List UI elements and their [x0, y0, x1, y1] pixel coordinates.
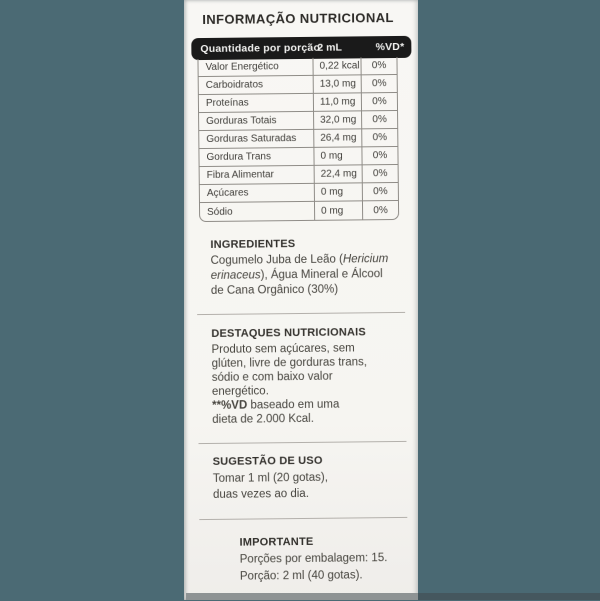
box-panel-right: [418, 0, 600, 600]
text-line: erinaceus), Água Mineral e Álcool: [210, 268, 383, 282]
nutrient-name: Fibra Alimentar: [206, 169, 274, 181]
text-line: Porções por embalagem: 15.: [239, 552, 388, 566]
section-heading: DESTAQUES NUTRICIONAIS: [211, 326, 366, 340]
section-body: [240, 550, 438, 585]
nutrient-name: Sódio: [207, 206, 233, 218]
nutrient-vd: 0%: [361, 129, 397, 146]
nutrient-name: Carboidratos: [205, 79, 264, 91]
header-quantity-label: Quantidade por porção: [200, 41, 321, 56]
nutrient-amount: 13,0 mg: [313, 75, 361, 93]
text-line: energético.: [211, 385, 269, 398]
table-row: [199, 147, 397, 167]
section-body: [213, 469, 411, 503]
nutrient-vd: 0%: [362, 201, 398, 219]
nutrient-name: Valor Energético: [205, 61, 279, 73]
nutrition-label-panel: [184, 0, 418, 600]
text-line: Tomar 1 ml (20 gotas),: [212, 471, 328, 485]
divider: [197, 312, 405, 315]
nutrient-amount: 26,4 mg: [313, 129, 361, 147]
divider: [199, 517, 407, 520]
label-bottom-shadow: [186, 593, 418, 600]
nutrient-vd: 0%: [362, 183, 398, 200]
text-line: Produto sem açúcares, sem: [211, 342, 355, 356]
table-row: [200, 165, 398, 185]
table-row: [199, 75, 397, 95]
text-line: Cogumelo Juba de Leão (Hericium: [210, 253, 389, 267]
box-panel-left: [0, 0, 184, 600]
label-content: [181, 0, 421, 601]
section-nutrition-highlights: [211, 326, 410, 427]
nutrient-amount: 0 mg: [313, 147, 361, 165]
nutrient-amount: 22,4 mg: [314, 165, 362, 183]
nutrient-vd: 0%: [361, 75, 397, 92]
nutrient-amount: 0,22 kcal: [312, 57, 360, 75]
nutrition-table: [197, 57, 399, 222]
nutrient-amount: 32,0 mg: [313, 111, 361, 129]
nutrient-vd: 0%: [360, 57, 396, 74]
divider: [198, 441, 406, 444]
nutrient-name: Proteínas: [205, 97, 249, 109]
table-row: [200, 183, 398, 203]
text-line: duas vezes ao dia.: [212, 487, 310, 501]
text-line: Porção: 2 ml (40 gotas).: [239, 568, 363, 583]
section-heading: IMPORTANTE: [239, 535, 314, 549]
header-vd-label: %VD*: [375, 40, 405, 54]
text-line: sódio e com baixo valor: [211, 370, 333, 384]
nutrient-amount: 0 mg: [314, 201, 362, 220]
text-line: de Cana Orgânico (30%): [210, 283, 339, 297]
table-row: [198, 57, 396, 77]
header-portion-label: 2 mL: [317, 41, 342, 54]
text-line: dieta de 2.000 Kcal.: [212, 412, 314, 426]
nutrient-amount: 11,0 mg: [313, 93, 361, 111]
section-ingredients: [210, 237, 409, 299]
nutrient-amount: 0 mg: [314, 183, 362, 201]
section-heading: SUGESTÃO DE USO: [212, 454, 323, 468]
table-row: [199, 111, 397, 131]
nutrient-vd: 0%: [362, 165, 398, 182]
section-usage-suggestion: [213, 454, 411, 503]
text-line: **%VD baseado em uma: [212, 398, 340, 412]
section-body: [211, 341, 410, 427]
table-row: [199, 93, 397, 113]
section-body: [211, 252, 409, 299]
panel-bottom-shadow: [418, 593, 600, 600]
table-row: [199, 129, 397, 149]
page-title: INFORMAÇÃO NUTRICIONAL: [202, 10, 394, 28]
nutrient-name: Gorduras Saturadas: [206, 133, 297, 145]
nutrient-vd: 0%: [361, 147, 397, 164]
section-heading: INGREDIENTES: [210, 238, 296, 251]
nutrient-name: Gordura Trans: [206, 151, 272, 163]
nutrient-vd: 0%: [361, 93, 397, 110]
section-important: [239, 535, 437, 585]
nutrient-name: Açúcares: [206, 187, 249, 199]
table-row: [200, 201, 398, 221]
nutrient-vd: 0%: [361, 111, 397, 128]
text-line: glúten, livre de gorduras trans,: [211, 356, 368, 370]
nutrient-name: Gorduras Totais: [206, 115, 277, 127]
